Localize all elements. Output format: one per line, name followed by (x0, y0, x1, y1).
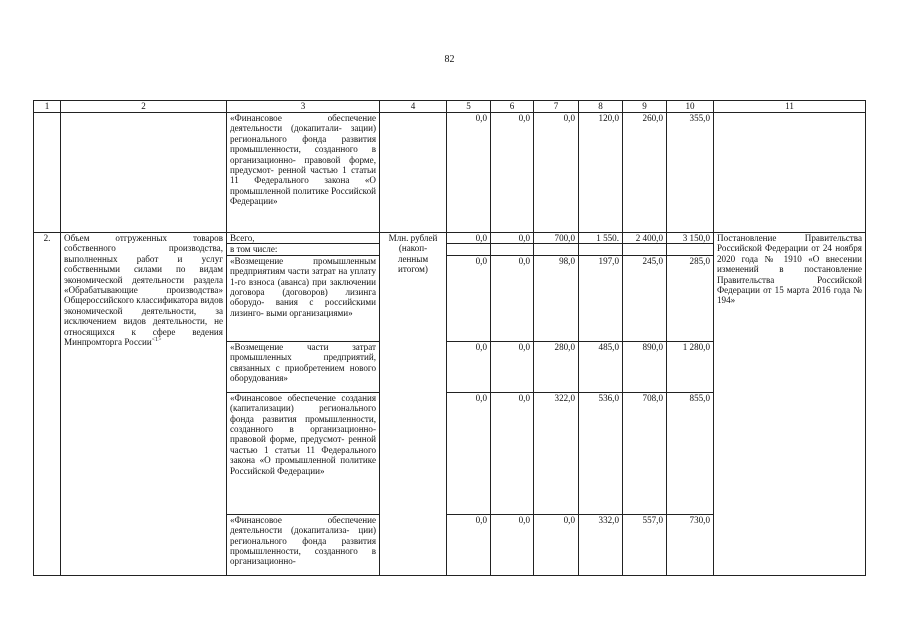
value-cell: 3 150,0 (667, 233, 714, 244)
table-header-row (34, 101, 866, 113)
empty-cell (380, 113, 447, 233)
source-document: Постановление Правительства Российской Федерации от 24 ноября 2020 года № 1910 «О внесении изменений в постановление Правительства Российской Федерации от 15 марта 2016 года № 194» (714, 233, 866, 576)
value-cell: 890,0 (623, 341, 667, 392)
value-cell: 0,0 (534, 113, 579, 233)
value-cell: 0,0 (491, 113, 534, 233)
indicator-name: Объем отгруженных товаров собственного производства, выполненных работ и услуг собственными силами по видам экономической деятельности раздела «Обрабатывающие производства» Общероссийского классификатора видов экономической деятельности, за исключением видов деятельности, не относящихся к сфере ведения Минпромторга России$^{<1>}$ (61, 233, 227, 576)
empty-cell (61, 113, 227, 233)
page-number: 82 (444, 54, 455, 65)
table-row (34, 113, 866, 233)
value-cell: 120,0 (579, 113, 623, 233)
row-number: 2. (34, 233, 61, 576)
value-cell: 0,0 (534, 514, 579, 575)
header-cell: 7 (534, 101, 579, 113)
value-cell (534, 244, 579, 255)
measure-description: «Финансовое обеспечение создания (капитализации) регионального фонда развития промышленности, созданного в организационно- правовой форме, предусмот- ренной частью 1 статьи 11 Федерального закона «О промышленной политике Российской Федерации» (227, 392, 380, 514)
value-cell: 98,0 (534, 255, 579, 341)
value-cell: 1 550. (579, 233, 623, 244)
table-row (34, 233, 866, 244)
value-cell: 0,0 (491, 233, 534, 244)
header-cell: 9 (623, 101, 667, 113)
value-cell: 332,0 (579, 514, 623, 575)
measure-description: «Финансовое обеспечение деятельности (докапитализа- ции) регионального фонда развития промышленности, созданного в организационно- (227, 514, 380, 575)
footnote-mark: <1> (151, 337, 162, 344)
value-cell: 708,0 (623, 392, 667, 514)
empty-cell (714, 113, 866, 233)
value-cell (491, 244, 534, 255)
value-cell: 855,0 (667, 392, 714, 514)
value-cell: 0,0 (491, 255, 534, 341)
value-cell: 485,0 (579, 341, 623, 392)
value-cell: 322,0 (534, 392, 579, 514)
value-cell (667, 244, 714, 255)
empty-cell (34, 113, 61, 233)
measure-description: в том числе: (227, 244, 380, 255)
header-cell: 6 (491, 101, 534, 113)
value-cell: 1 280,0 (667, 341, 714, 392)
value-cell: 197,0 (579, 255, 623, 341)
value-cell: 536,0 (579, 392, 623, 514)
value-cell: 0,0 (447, 514, 491, 575)
value-cell: 0,0 (447, 113, 491, 233)
value-cell: 0,0 (447, 392, 491, 514)
value-cell: 280,0 (534, 341, 579, 392)
measure-description: «Возмещение части затрат промышленных предприятий, связанных с приобретением нового оборудования» (227, 341, 380, 392)
value-cell: 2 400,0 (623, 233, 667, 244)
measure-description: «Возмещение промышленным предприятиям части затрат на уплату 1-го взноса (аванса) при заключении договора (договоров) лизинга оборудо- вания с российскими лизинго- выми организациями» (227, 255, 380, 341)
value-cell: 285,0 (667, 255, 714, 341)
indicators-table (33, 100, 866, 576)
value-cell (623, 244, 667, 255)
value-cell: 0,0 (491, 514, 534, 575)
value-cell (579, 244, 623, 255)
value-cell: 355,0 (667, 113, 714, 233)
value-cell: 700,0 (534, 233, 579, 244)
value-cell: 557,0 (623, 514, 667, 575)
header-cell: 3 (227, 101, 380, 113)
header-cell: 2 (61, 101, 227, 113)
value-cell: 0,0 (447, 341, 491, 392)
value-cell: 260,0 (623, 113, 667, 233)
header-cell: 5 (447, 101, 491, 113)
value-cell (447, 244, 491, 255)
value-cell: 0,0 (491, 392, 534, 514)
unit-cell: Млн. рублей (накоп- ленным итогом) (380, 233, 447, 576)
measure-description: Всего, (227, 233, 380, 244)
value-cell: 0,0 (491, 341, 534, 392)
value-cell: 245,0 (623, 255, 667, 341)
header-cell: 10 (667, 101, 714, 113)
header-cell: 4 (380, 101, 447, 113)
measure-description: «Финансовое обеспечение деятельности (докапитали- зации) регионального фонда развития промышленности, созданного в организационно- правовой форме, предусмот- ренной частью 1 статьи 11 Федерального закона «О промышленной политике Российской Федерации» (227, 113, 380, 233)
header-cell: 1 (34, 101, 61, 113)
value-cell: 730,0 (667, 514, 714, 575)
header-cell: 11 (714, 101, 866, 113)
value-cell: 0,0 (447, 255, 491, 341)
value-cell: 0,0 (447, 233, 491, 244)
header-cell: 8 (579, 101, 623, 113)
